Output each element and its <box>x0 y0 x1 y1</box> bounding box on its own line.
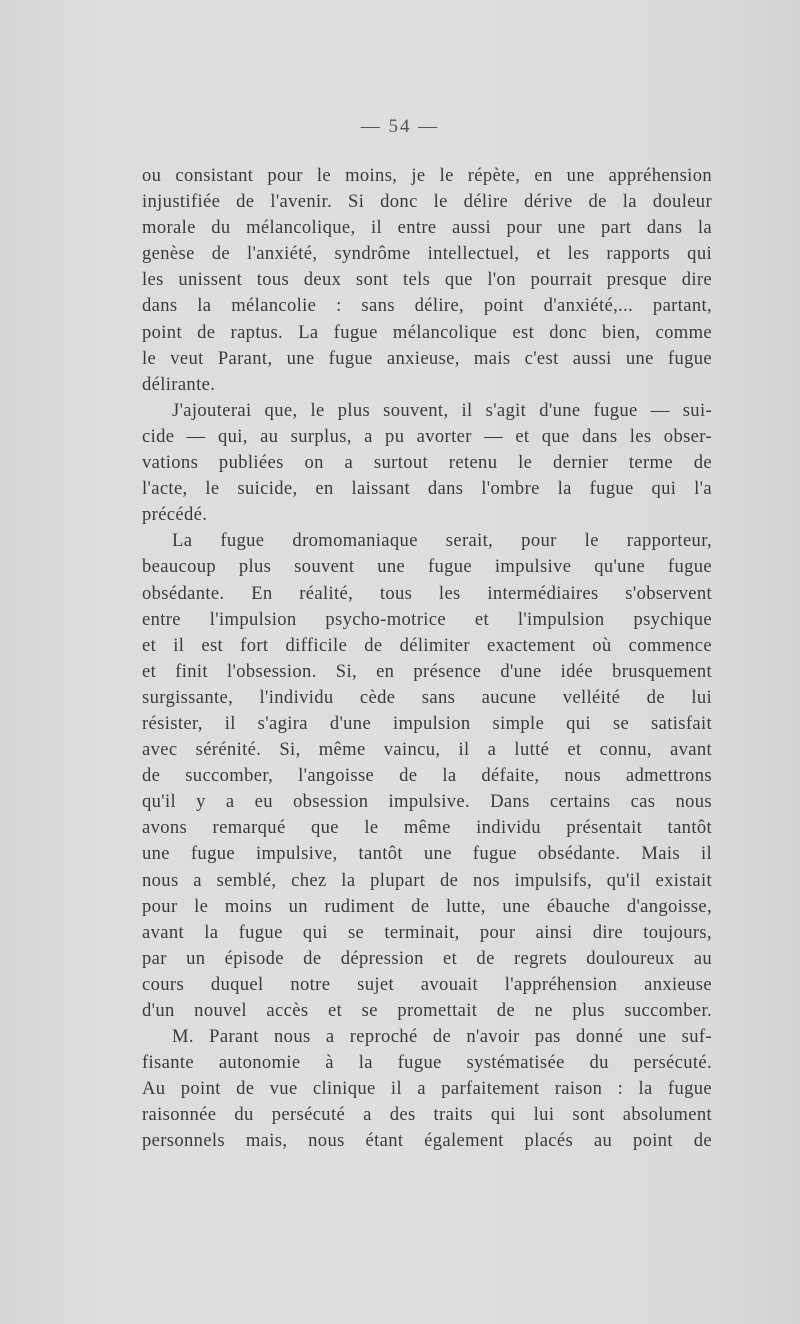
text-line: raisonnée du persécuté a des traits qui lui sont absolument <box>142 1104 712 1126</box>
text-line: obsédante. En réalité, tous les intermédiaires s'observent <box>142 582 712 604</box>
text-line: Au point de vue clinique il a parfaitement raison : la fugue <box>142 1078 712 1100</box>
text-line: genèse de l'anxiété, syndrôme intellectuel, et les rapports qui <box>142 243 712 265</box>
text-line: cide — qui, au surplus, a pu avorter — et que dans les obser- <box>142 425 712 447</box>
text-line: avec sérénité. Si, même vaincu, il a lutté et connu, avant <box>142 739 712 761</box>
text-line: les unissent tous deux sont tels que l'on pourrait presque dire <box>142 269 712 291</box>
text-line: dans la mélancolie : sans délire, point d'anxiété,... partant, <box>142 295 712 317</box>
text-line: et il est fort difficile de délimiter exactement où commence <box>142 634 712 656</box>
text-line: par un épisode de dépression et de regrets douloureux au <box>142 947 712 969</box>
text-line: entre l'impulsion psycho-motrice et l'impulsion psychique <box>142 608 712 630</box>
text-line: beaucoup plus souvent une fugue impulsive qu'une fugue <box>142 556 712 578</box>
text-line: délirante. <box>142 373 216 395</box>
text-line: une fugue impulsive, tantôt une fugue obsédante. Mais il <box>142 843 712 865</box>
text-line: et finit l'obsession. Si, en présence d'une idée brusquement <box>142 660 712 682</box>
text-line: de succomber, l'angoisse de la défaite, nous admettrons <box>142 765 712 787</box>
text-line: cours duquel notre sujet avouait l'appréhension anxieuse <box>142 973 712 995</box>
text-line: fisante autonomie à la fugue systématisée du persécuté. <box>142 1052 712 1074</box>
text-line: surgissante, l'individu cède sans aucune velléité de lui <box>142 686 712 708</box>
text-line: morale du mélancolique, il entre aussi pour une part dans la <box>142 217 712 239</box>
text-line: le veut Parant, une fugue anxieuse, mais c'est aussi une fugue <box>142 347 712 369</box>
text-line: injustifiée de l'avenir. Si donc le délire dérive de la douleur <box>142 191 712 213</box>
text-line: M. Parant nous a reproché de n'avoir pas donné une suf- <box>172 1026 712 1048</box>
text-line: avons remarqué que le même individu présentait tantôt <box>142 817 712 839</box>
body-text <box>142 163 712 1155</box>
text-line: qu'il y a eu obsession impulsive. Dans certains cas nous <box>142 791 712 813</box>
text-line: personnels mais, nous étant également placés au point de <box>142 1130 712 1152</box>
text-line: pour le moins un rudiment de lutte, une ébauche d'angoisse, <box>142 895 712 917</box>
page-number: — 54 — <box>360 116 440 137</box>
text-line: nous a semblé, chez la plupart de nos impulsifs, qu'il existait <box>142 869 712 891</box>
text-line: ou consistant pour le moins, je le répète, en une appréhension <box>142 165 712 186</box>
text-line: J'ajouterai que, le plus souvent, il s'agit d'une fugue — sui- <box>172 399 712 421</box>
text-line: point de raptus. La fugue mélancolique est donc bien, comme <box>142 321 712 343</box>
text-line: l'acte, le suicide, en laissant dans l'ombre la fugue qui l'a <box>142 478 712 500</box>
text-line: d'un nouvel accès et se promettait de ne plus succomber. <box>142 1000 712 1021</box>
text-line: précédé. <box>142 504 208 526</box>
text-line: avant la fugue qui se terminait, pour ainsi dire toujours, <box>142 921 712 943</box>
text-line: résister, il s'agira d'une impulsion simple qui se satisfait <box>142 712 712 734</box>
text-line: vations publiées on a surtout retenu le dernier terme de <box>142 452 712 474</box>
text-line: La fugue dromomaniaque serait, pour le rapporteur, <box>172 530 712 552</box>
